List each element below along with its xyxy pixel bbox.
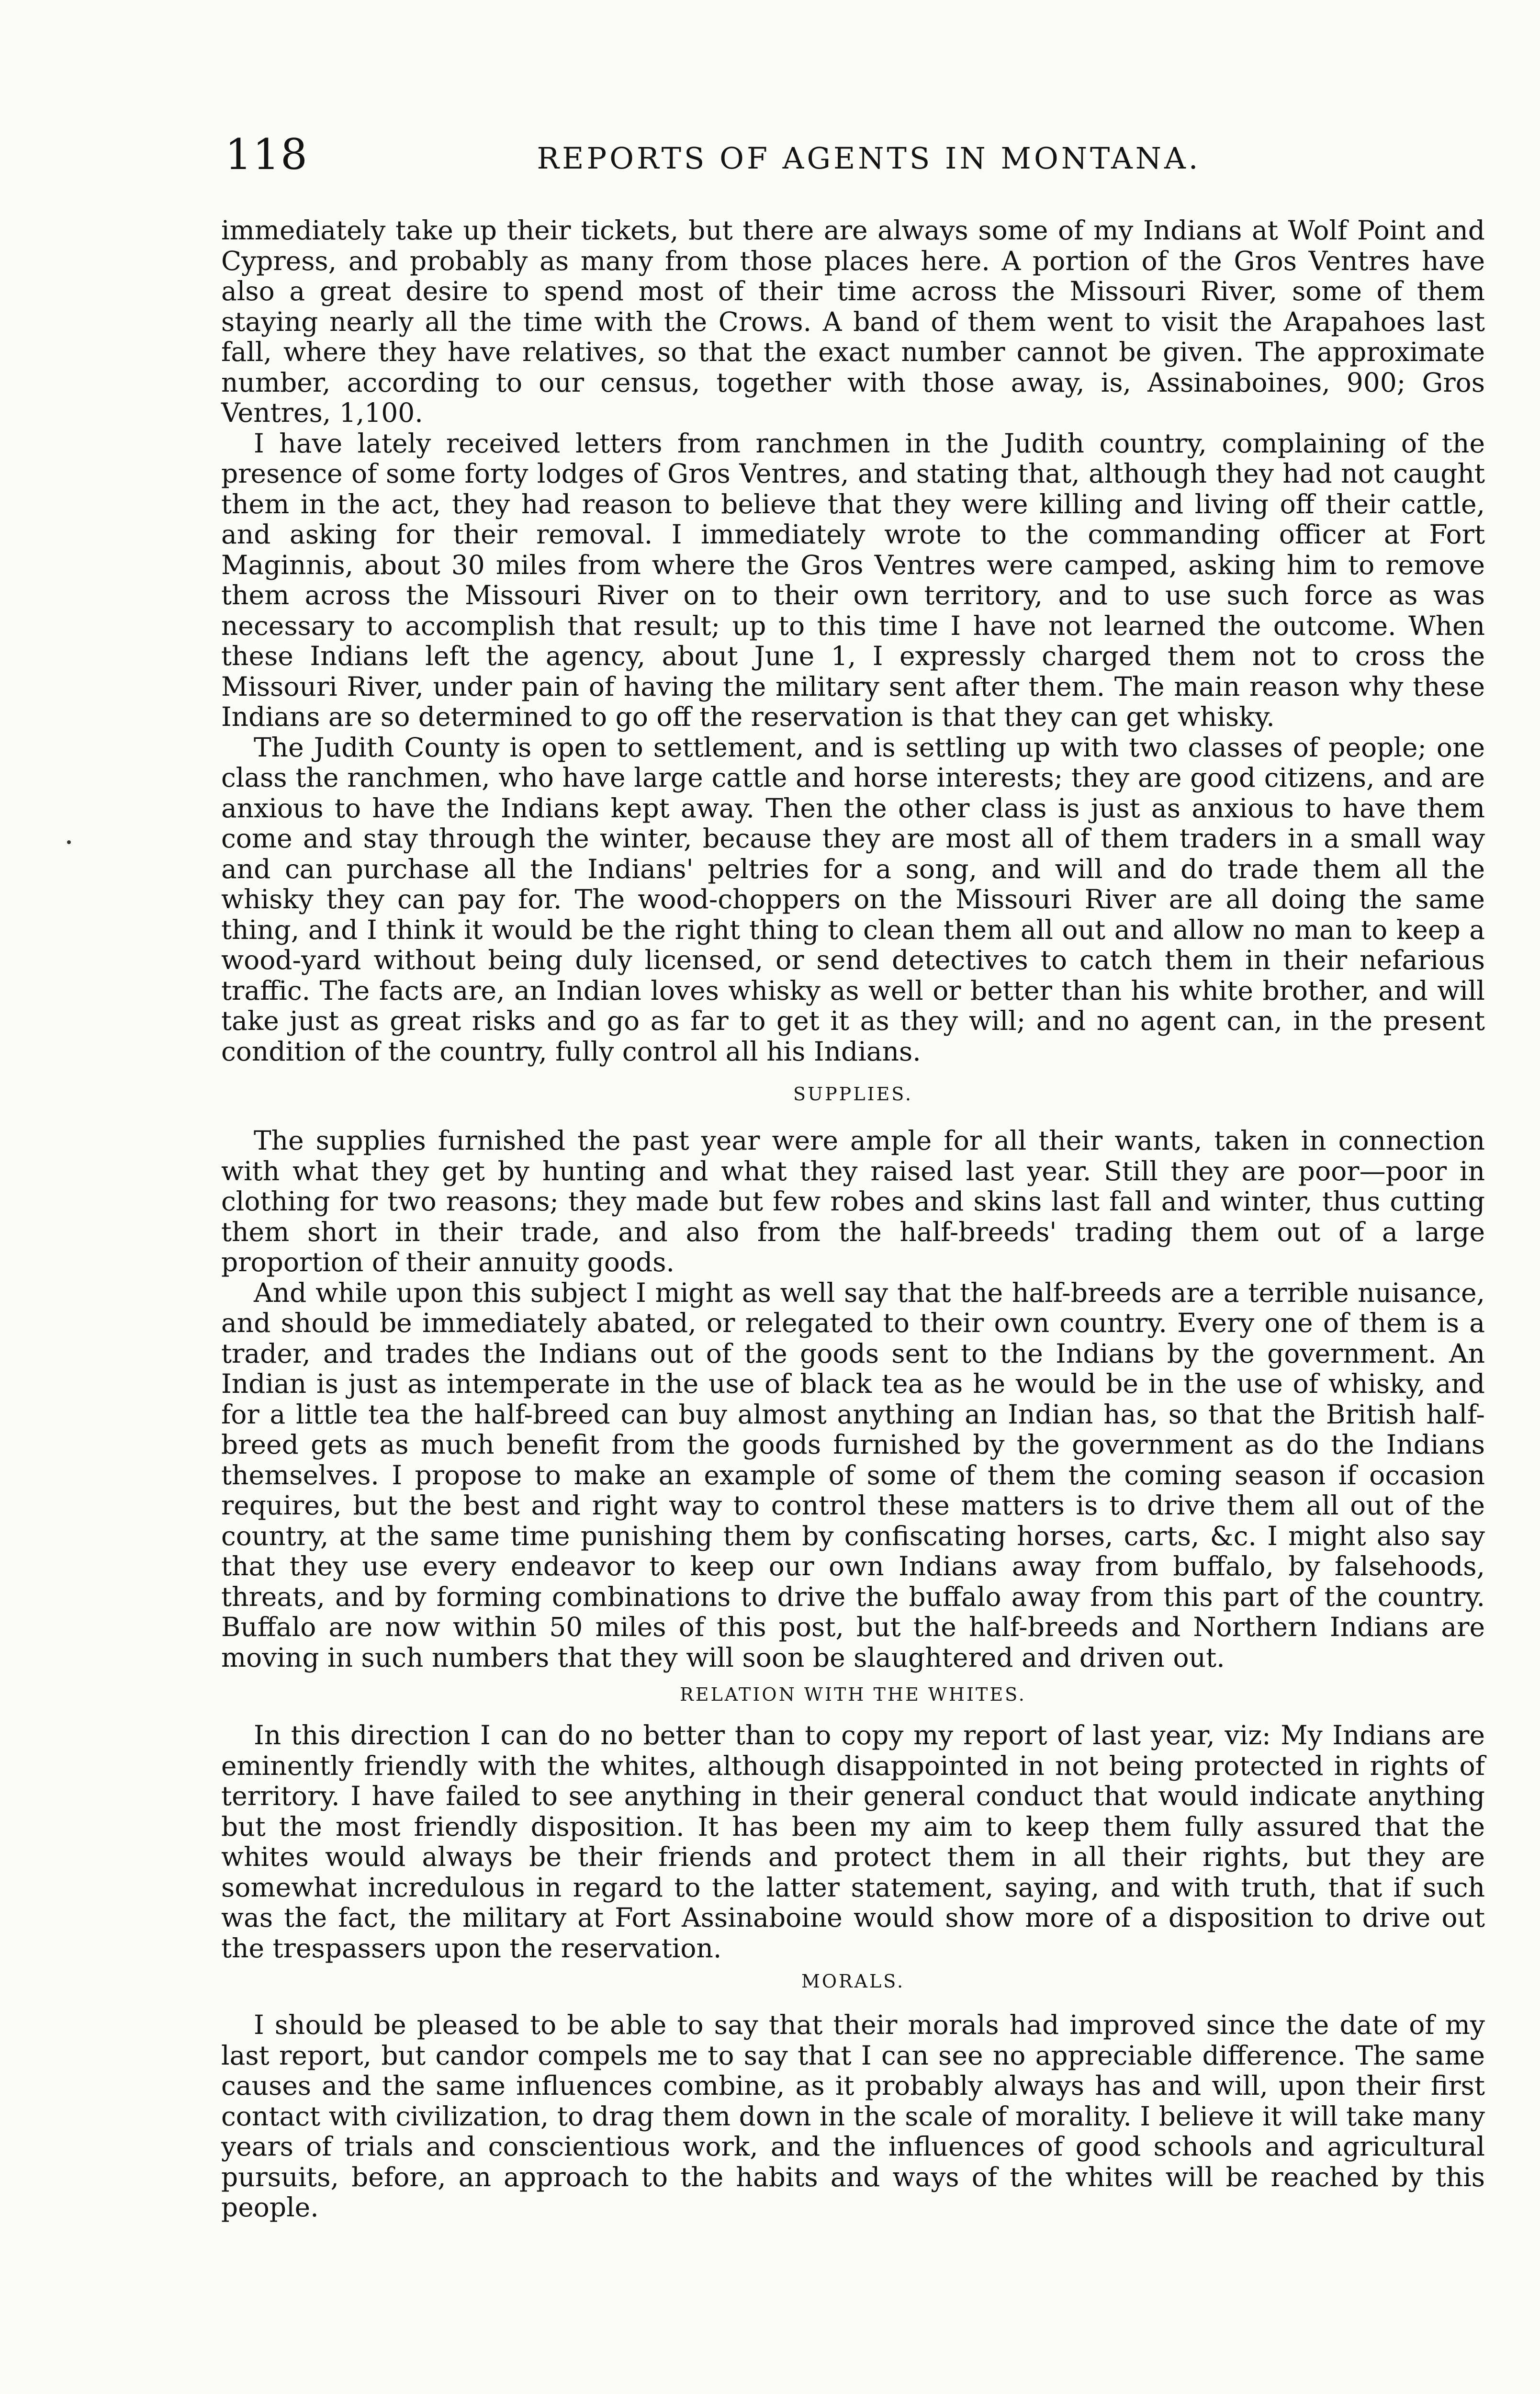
- paragraph-relation-1: In this direction I can do no better than to copy my report of last year, viz: My Indians are eminently friendly with the whites, although disappointed in not being protected in rights of territory. I have failed to see anything in their general conduct that would indicate anything but the most friendly disposition. It has been my aim to keep them fully assured that the whites would always be their friends and protect them in all their rights, but they are somewhat incredulous in regard to the latter statement, saying, and with truth, that if such was the fact, the military at Fort Assinaboine would show more of a disposition to drive out the trespassers upon the reservation.: [221, 1720, 1485, 1964]
- section-heading-relation: RELATION WITH THE WHITES.: [680, 1684, 1026, 1705]
- section-heading-morals: MORALS.: [801, 1971, 905, 1992]
- page-header: [225, 128, 1484, 181]
- paragraph-judith-county: The Judith County is open to settlement, and is settling up with two classes of people; one class the ranchmen, who have large cattle and horse interests; they are good citizens, and are anxious to have the Indians kept away. Then the other class is just as anxious to have them come and stay through the winter, because they are most all of them traders in a small way and can purchase all the Indians' peltries for a song, and will and do trade them all the whisky they can pay for. The wood-choppers on the Missouri River are all doing the same thing, and I think it would be the right thing to clean them all out and allow no man to keep a wood-yard without being duly licensed, or send detectives to catch them in their nefarious traffic. The facts are, an Indian loves whisky as well or better than his white brother, and will take just as great risks and go as far to get it as they will; and no agent can, in the present condition of the country, fully control all his Indians.: [221, 732, 1485, 1067]
- paragraph-supplies-1: The supplies furnished the past year were ample for all their wants, taken in connection with what they get by hunting and what they raised last year. Still they are poor—poor in clothing for two reasons; they made but few robes and skins last fall and winter, thus cutting them short in their trade, and also from the half-breeds' trading them out of a large proportion of their annuity goods.: [221, 1125, 1485, 1277]
- section-heading-supplies: SUPPLIES.: [793, 1084, 913, 1105]
- paragraph-continuation: immediately take up their tickets, but there are always some of my Indians at Wolf Point and Cypress, and probably as many from those places here. A portion of the Gros Ventres have also a great desire to spend most of their time across the Missouri River, some of them staying nearly all the time with the Crows. A band of them went to visit the Arapahoes last fall, where they have relatives, so that the exact number cannot be given. The approximate number, according to our census, together with those away, is, Assinaboines, 900; Gros Ventres, 1,100.: [221, 215, 1485, 428]
- paragraph-morals-1: I should be pleased to be able to say that their morals had improved since the date of my last report, but candor compels me to say that I can see no appreciable difference. The same causes and the same influences combine, as it probably always has and will, upon their first contact with civilization, to drag them down in the scale of morality. I believe it will take many years of trials and conscientious work, and the influences of good schools and agricultural pursuits, before, an approach to the habits and ways of the whites will be reached by this people.: [221, 2010, 1485, 2223]
- paragraph-supplies-2: And while upon this subject I might as well say that the half-breeds are a terrible nuisance, and should be immediately abated, or relegated to their own country. Every one of them is a trader, and trades the Indians out of the goods sent to the Indians by the government. An Indian is just as intemperate in the use of black tea as he would be in the use of whisky, and for a little tea the half-breed can buy almost anything an Indian has, so that the British half-breed gets as much benefit from the goods furnished by the government as do the Indians themselves. I propose to make an example of some of them the coming season if occasion requires, but the best and right way to control these matters is to drive them all out of the country, at the same time punishing them by confiscating horses, carts, &c. I might also say that they use every endeavor to keep our own Indians away from buffalo, by falsehoods, threats, and by forming combinations to drive the buffalo away from this part of the country. Buffalo are now within 50 miles of this post, but the half-breeds and Northern Indians are moving in such numbers that they will soon be slaughtered and driven out.: [221, 1277, 1485, 1673]
- print-speck: [67, 840, 71, 844]
- paragraph-judith-letters: I have lately received letters from ranchmen in the Judith country, complaining of the presence of some forty lodges of Gros Ventres, and stating that, although they had not caught them in the act, they had reason to believe that they were killing and living off their cattle, and asking for their removal. I immediately wrote to the commanding officer at Fort Maginnis, about 30 miles from where the Gros Ventres were camped, asking him to remove them across the Missouri River on to their own territory, and to use such force as was necessary to accomplish that result; up to this time I have not learned the outcome. When these Indians left the agency, about June 1, I expressly charged them not to cross the Missouri River, under pain of having the military sent after them. The main reason why these Indians are so determined to go off the reservation is that they can get whisky.: [221, 428, 1485, 732]
- page-number: 118: [225, 130, 308, 179]
- body-text: [221, 215, 1485, 2223]
- running-title: REPORTS OF AGENTS IN MONTANA.: [537, 141, 1201, 176]
